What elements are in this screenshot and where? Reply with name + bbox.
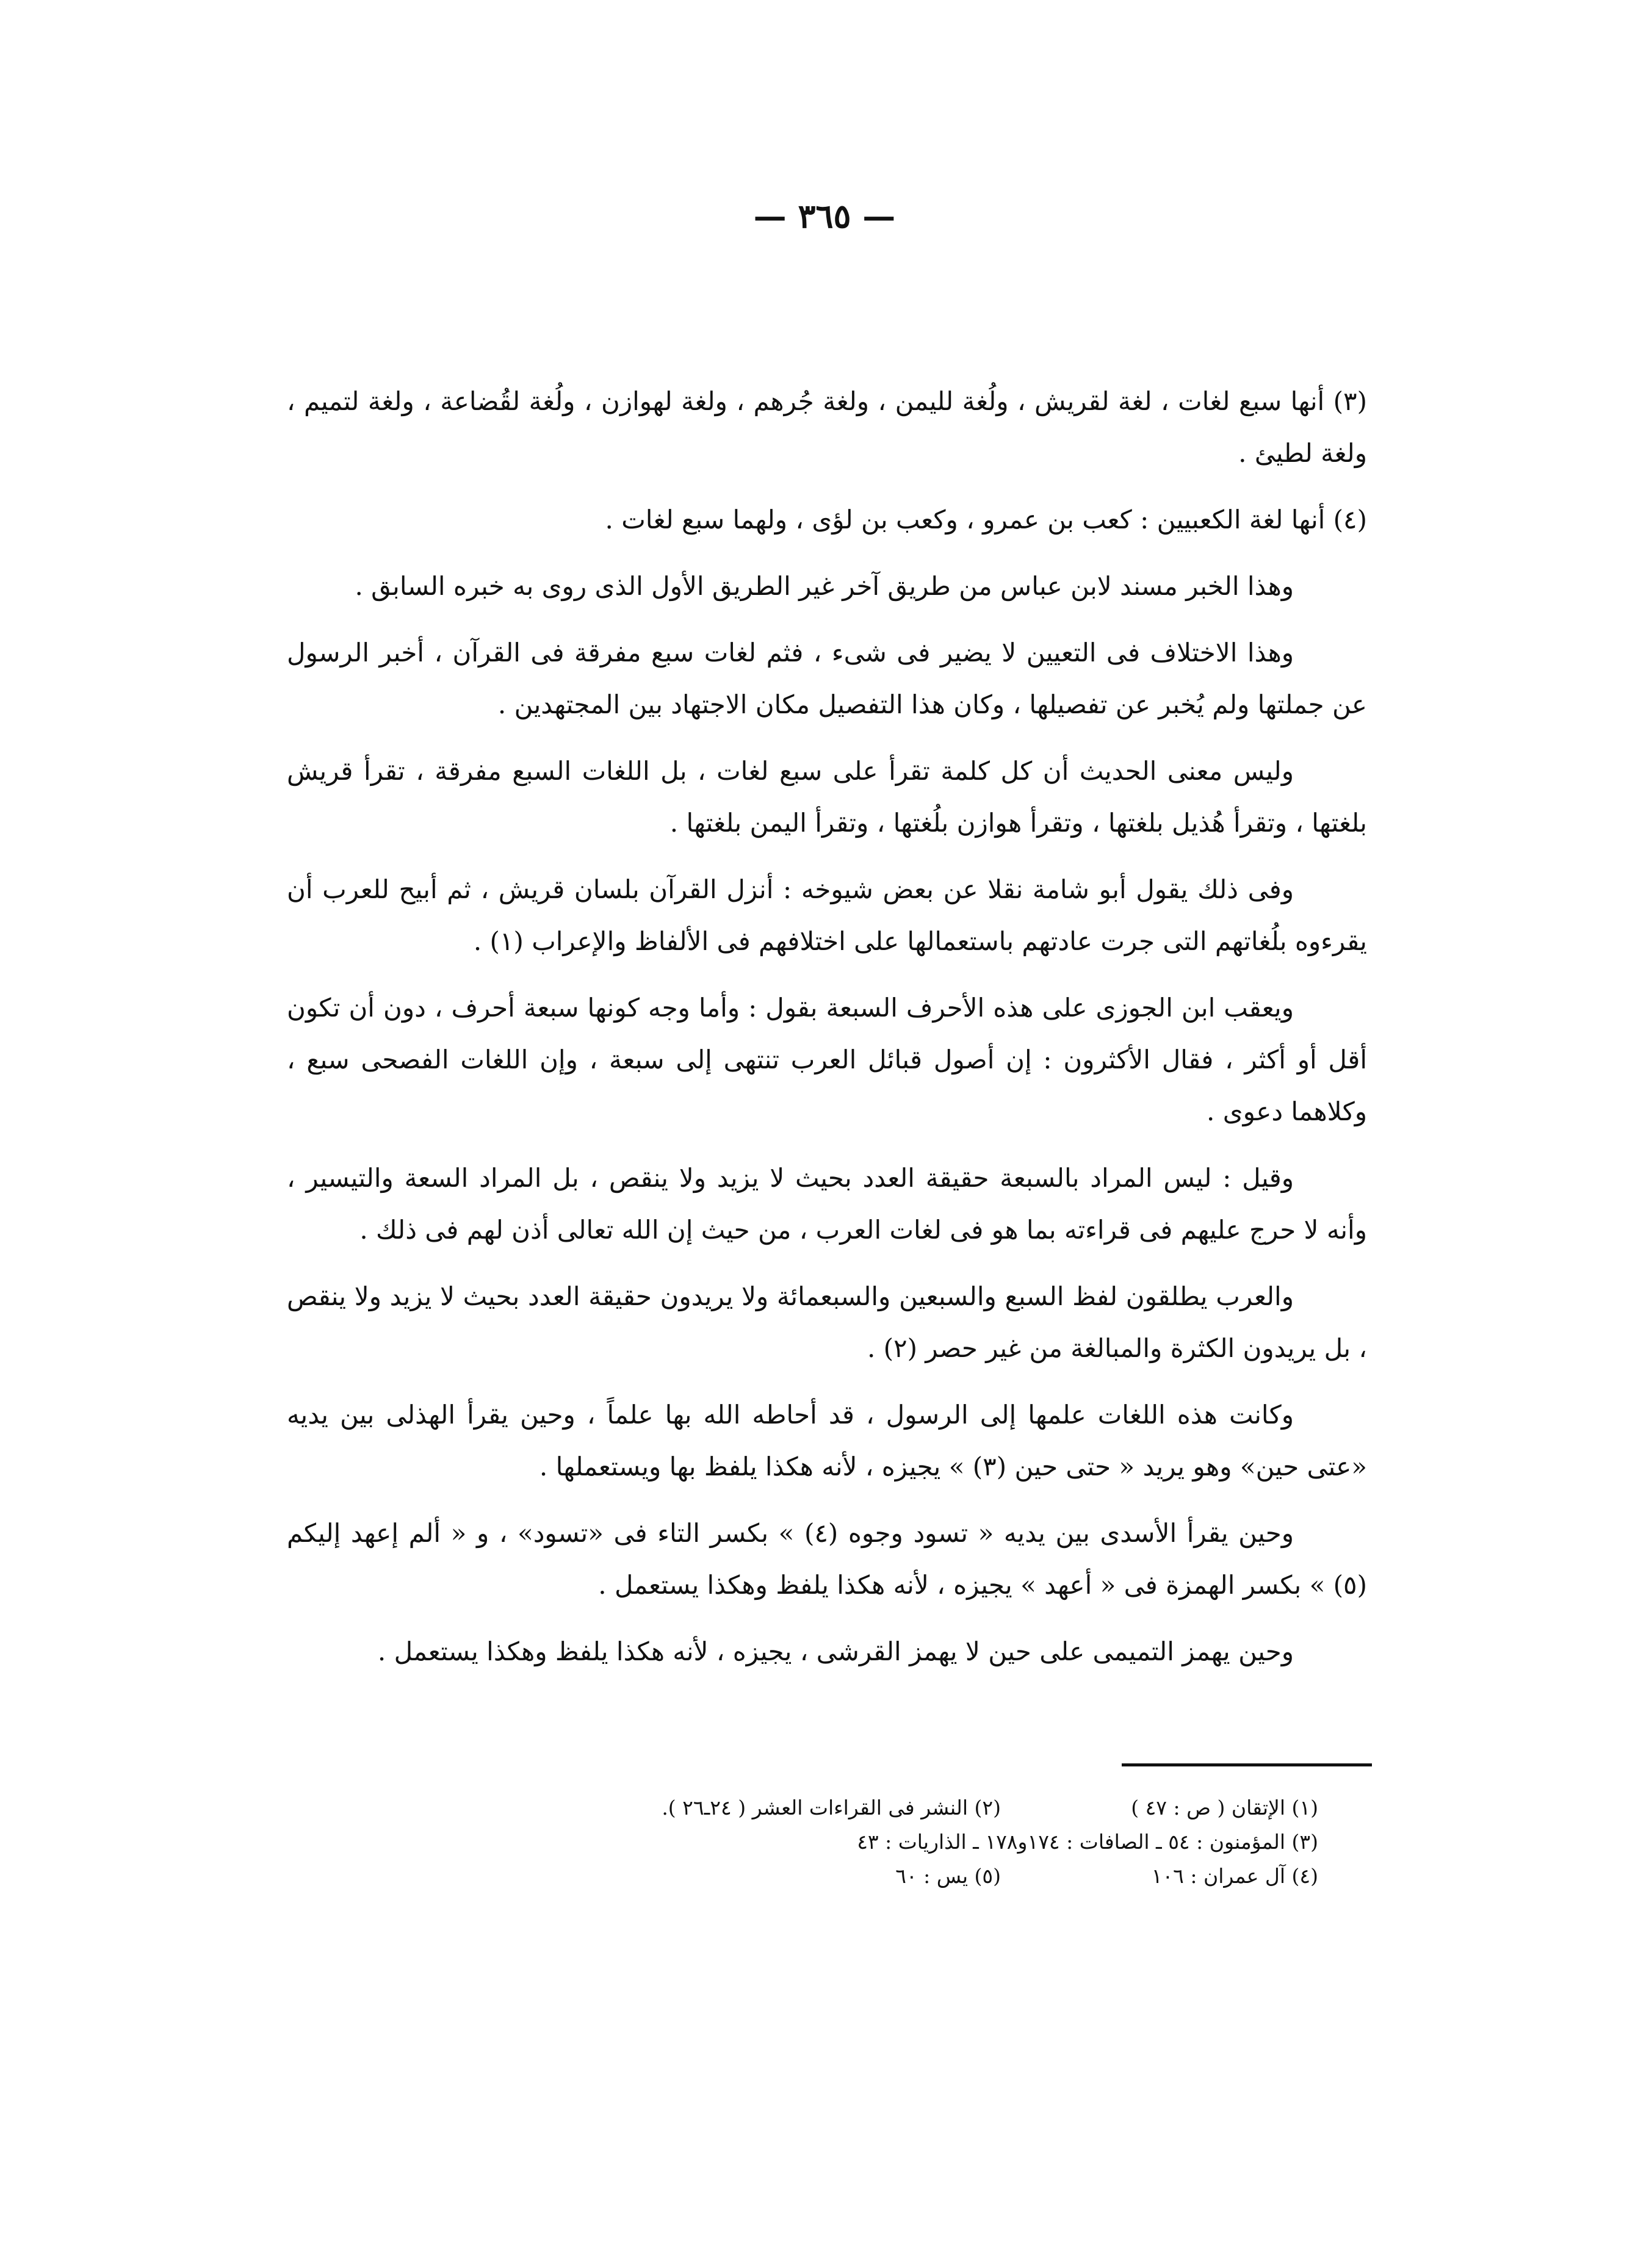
page-number: — ٣٦٥ — [753,196,896,236]
body-text [287,375,1367,1692]
paragraph: وليس معنى الحديث أن كل كلمة تقرأ على سبع لغات ، بل اللغات السبع مفرقة ، تقرأ قريش بلغتها ، وتقرأ هُذيل بلغتها ، وتقرأ هوازن بلُغتها ، وتقرأ اليمن بلغتها . [287,756,1367,838]
paragraph: وقيل : ليس المراد بالسبعة حقيقة العدد بحيث لا يزيد ولا ينقص ، بل المراد السعة والتيسير ، وأنه لا حرج عليهم فى قراءته بما هو فى لغات العرب ، من حيث إن الله تعالى أذن لهم فى ذلك . [287,1163,1367,1245]
paragraph: (٤) أنها لغة الكعبيين : كعب بن عمرو ، وكعب بن لؤى ، ولهما سبع لغات . [605,505,1367,535]
paragraph: وهذا الاختلاف فى التعيين لا يضير فى شىء ، فثم لغات سبع مفرقة فى القرآن ، أخبر الرسول عن جملتها ولم يُخبر عن تفصيلها ، وكان هذا التفصيل مكان الاجتهاد بين المجتهدين . [287,638,1367,719]
paragraph: وهذا الخبر مسند لابن عباس من طريق آخر غير الطريق الأول الذى روى به خبره السابق . [355,571,1294,601]
footnote-5: (٥) يس : ٦٠ [895,1864,1001,1888]
footnote-row [427,1859,1318,1893]
footnote-4: (٤) آل عمران : ١٠٦ [1151,1864,1318,1888]
footnotes [427,1791,1318,1893]
footnote-3: (٣) المؤمنون : ٥٤ ـ الصافات : ١٧٤و١٧٨ ـ الذاريات : ٤٣ [857,1830,1318,1854]
paragraph: وفى ذلك يقول أبو شامة نقلا عن بعض شيوخه : أنزل القرآن بلسان قريش ، ثم أبيح للعرب أن يقرءوه بلُغاتهم التى جرت عادتهم باستعمالها على اختلافهم فى الألفاظ والإعراب (١) . [287,874,1367,956]
footnote-row [427,1825,1318,1859]
footnote-row [427,1791,1318,1825]
paragraph: وكانت هذه اللغات علمها إلى الرسول ، قد أحاطه الله بها علماً ، وحين يقرأ الهذلى بين يديه «عتى حين» وهو يريد « حتى حين (٣) » يجيزه ، لأنه هكذا يلفظ بها ويستعملها . [287,1400,1367,1481]
paragraph: (٣) أنها سبع لغات ، لغة لقريش ، ولُغة لليمن ، ولغة جُرهم ، ولغة لهوازن ، ولُغة لقُضاعة ، ولغة لتميم ، ولغة لطيئ . [287,386,1367,468]
footnote-2: (٢) النشر فى القراءات العشر ( ٢٤ـ٢٦ ). [662,1796,1001,1820]
footnote-divider [1122,1763,1372,1766]
footnote-1: (١) الإتقان ( ص : ٤٧ ) [1131,1796,1318,1820]
paragraph: والعرب يطلقون لفظ السبع والسبعين والسبعمائة ولا يريدون حقيقة العدد بحيث لا يزيد ولا ينقص ، بل يريدون الكثرة والمبالغة من غير حصر (٢) . [287,1281,1367,1363]
paragraph: وحين يهمز التميمى على حين لا يهمز القرشى ، يجيزه ، لأنه هكذا يلفظ وهكذا يستعمل . [377,1636,1294,1666]
paragraph: وحين يقرأ الأسدى بين يديه « تسود وجوه (٤) » بكسر التاء فى «تسود» ، و « ألم إعهد إليكم (٥) » بكسر الهمزة فى « أعهد » يجيزه ، لأنه هكذا يلفظ وهكذا يستعمل . [287,1518,1367,1600]
paragraph: ويعقب ابن الجوزى على هذه الأحرف السبعة بقول : وأما وجه كونها سبعة أحرف ، دون أن تكون أقل أو أكثر ، فقال الأكثرون : إن أصول قبائل العرب تنتهى إلى سبعة ، وإن اللغات الفصحى سبع ، وكلاهما دعوى . [287,993,1367,1126]
